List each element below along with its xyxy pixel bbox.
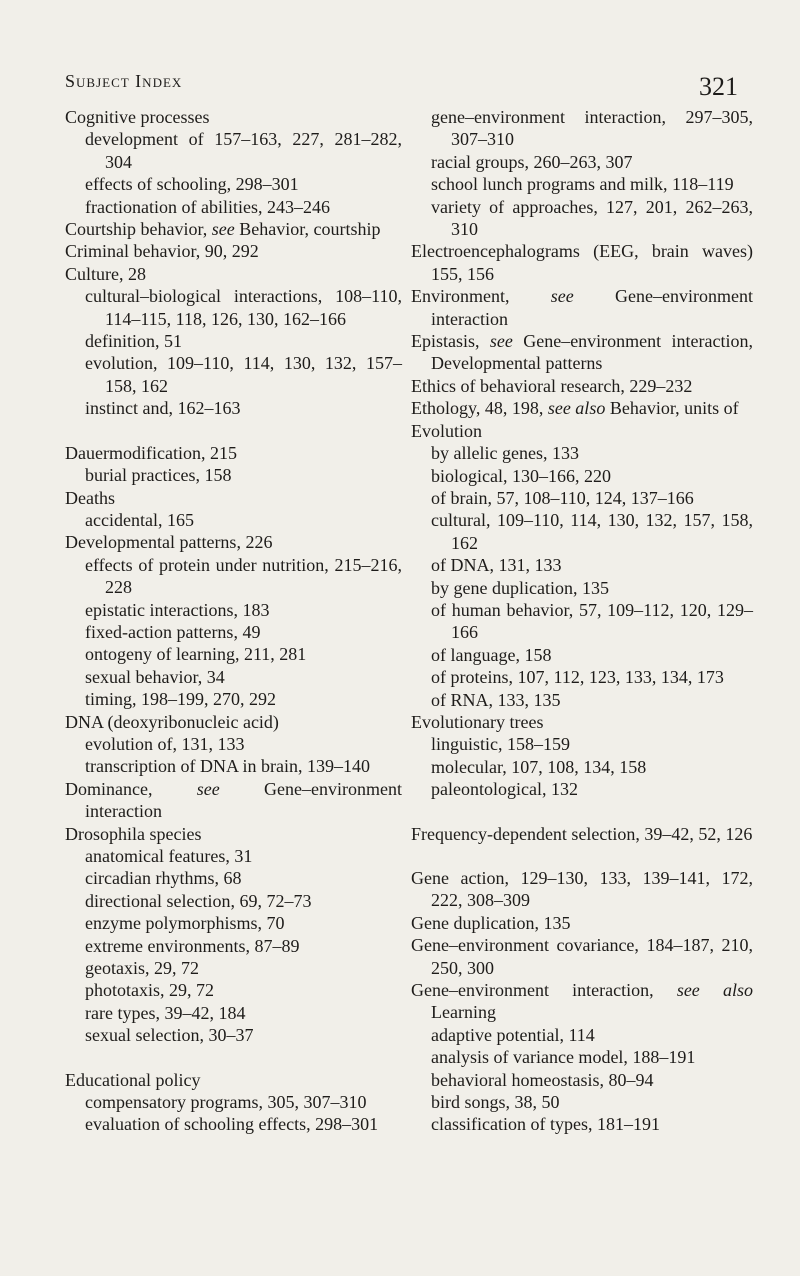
cross-reference-label: see [489, 331, 513, 352]
index-subentry: fixed-action patterns, 49 [85, 621, 261, 642]
index-entry [411, 979, 753, 1024]
index-subentry: rare types, 39–42, 184 [85, 1002, 246, 1023]
index-subentry: evaluation of schooling effects, 298–301 [85, 1114, 379, 1135]
index-subentry: linguistic, 158–159 [431, 734, 570, 755]
index-subentry: evolution of, 131, 133 [85, 733, 245, 754]
index-subentry: effects of protein under nutrition, 215–216, 228 [85, 554, 402, 598]
cross-reference-label: see [550, 286, 574, 307]
index-subentry: circadian rhythms, 68 [85, 868, 242, 889]
index-subentry: of brain, 57, 108–110, 124, 137–166 [431, 487, 694, 508]
index-column-right [411, 106, 753, 1136]
index-subentry: enzyme polymorphisms, 70 [85, 913, 285, 934]
index-entry [411, 330, 753, 375]
index-entry [411, 285, 753, 330]
cross-reference-label: see [196, 778, 220, 799]
index-entry [65, 218, 402, 240]
index-subentry: accidental, 165 [85, 509, 194, 530]
index-subentry: burial practices, 158 [85, 465, 232, 486]
cross-reference-label: see also [676, 980, 753, 1001]
index-subentry: definition, 51 [85, 331, 182, 352]
index-subentry: sexual selection, 30–37 [85, 1025, 254, 1046]
index-subentry: extreme environments, 87–89 [85, 935, 300, 956]
entry-text: Epistasis, [411, 331, 490, 352]
entry-text: Courtship behavior, [65, 219, 212, 240]
cross-reference-target: Behavior, units of [605, 398, 739, 419]
index-subentry: geotaxis, 29, 72 [85, 958, 199, 979]
index-subentry: racial groups, 260–263, 307 [431, 151, 633, 172]
cross-reference-target: Learning [431, 1002, 496, 1023]
index-subentry: by allelic genes, 133 [431, 443, 579, 464]
index-subentry: epistatic interactions, 183 [85, 599, 270, 620]
index-subentry: paleontological, 132 [431, 779, 578, 800]
index-entry: Dauermodification, 215 [65, 442, 237, 463]
index-subentry: timing, 198–199, 270, 292 [85, 689, 277, 710]
index-subentry: compensatory programs, 305, 307–310 [85, 1092, 367, 1113]
index-entry [411, 397, 753, 419]
index-entry: Cognitive processes [65, 107, 210, 127]
cross-reference-target: Behavior, courtship [234, 219, 381, 240]
index-subentry: instinct and, 162–163 [85, 398, 241, 419]
index-entry: Frequency-dependent selection, 39–42, 52, 126 [411, 823, 753, 844]
index-entry: Educational policy [65, 1069, 201, 1090]
index-subentry: of RNA, 133, 135 [431, 689, 561, 710]
index-column-left [65, 106, 402, 1136]
entry-text: Environment, [411, 286, 551, 307]
index-subentry: analysis of variance model, 188–191 [431, 1047, 696, 1068]
entry-text: Gene–environment interaction, [411, 980, 677, 1001]
entry-text: Ethology, 48, 198, [411, 398, 548, 419]
index-subentry: cultural–biological interactions, 108–110, 114–115, 118, 126, 130, 162–166 [85, 286, 402, 329]
index-subentry: bird songs, 38, 50 [431, 1092, 560, 1113]
index-entry [65, 778, 402, 823]
cross-reference-target: Gene–environment interaction [85, 778, 402, 822]
index-subentry: school lunch programs and milk, 118–119 [431, 174, 734, 195]
index-subentry: of DNA, 131, 133 [431, 555, 562, 576]
index-entry: Drosophila species [65, 823, 202, 844]
index-subentry: development of 157–163, 227, 281–282, 304 [85, 129, 402, 172]
index-subentry: behavioral homeostasis, 80–94 [431, 1069, 654, 1090]
index-entry: Culture, 28 [65, 263, 146, 284]
index-subentry: of proteins, 107, 112, 123, 133, 134, 173 [431, 667, 724, 688]
index-entry: Ethics of behavioral research, 229–232 [411, 375, 693, 396]
index-entry: Criminal behavior, 90, 292 [65, 241, 259, 262]
page-number: 321 [699, 72, 738, 101]
index-subentry: cultural, 109–110, 114, 130, 132, 157, 158, 162 [431, 510, 753, 553]
cross-reference-label: see [211, 219, 235, 240]
index-entry: DNA (deoxyribonucleic acid) [65, 711, 279, 732]
index-subentry: effects of schooling, 298–301 [85, 174, 299, 195]
index-subentry: of language, 158 [431, 644, 552, 665]
index-entry: Gene action, 129–130, 133, 139–141, 172, 222, 308–309 [411, 868, 753, 911]
running-head: Subject Index [65, 71, 183, 91]
index-entry: Deaths [65, 487, 115, 508]
index-subentry: gene–environment interaction, 297–305, 307–310 [431, 107, 753, 150]
index-subentry: anatomical features, 31 [85, 846, 253, 866]
index-subentry: of human behavior, 57, 109–112, 120, 129–166 [431, 599, 753, 643]
index-subentry: sexual behavior, 34 [85, 666, 225, 687]
index-subentry: variety of approaches, 127, 201, 262–263, 310 [431, 196, 753, 240]
index-entry: Gene duplication, 135 [411, 912, 571, 933]
index-subentry: molecular, 107, 108, 134, 158 [431, 756, 647, 777]
index-subentry: by gene duplication, 135 [431, 577, 609, 598]
index-subentry: directional selection, 69, 72–73 [85, 890, 312, 911]
entry-text: Dominance, [65, 778, 197, 799]
index-subentry: biological, 130–166, 220 [431, 465, 611, 486]
index-subentry: classification of types, 181–191 [431, 1114, 660, 1135]
cross-reference-label: see also [547, 398, 606, 419]
cross-reference-target: Gene–environment interaction [431, 286, 754, 329]
index-subentry: fractionation of abilities, 243–246 [85, 196, 330, 217]
index-subentry: transcription of DNA in brain, 139–140 [85, 756, 370, 777]
cross-reference-target: Gene–environment interaction, Developmental patterns [431, 331, 753, 374]
index-entry: Evolutionary trees [411, 711, 544, 732]
index-subentry: adaptive potential, 114 [431, 1024, 595, 1045]
index-subentry: ontogeny of learning, 211, 281 [85, 644, 307, 665]
index-entry: Gene–environment covariance, 184–187, 210, 250, 300 [411, 935, 753, 978]
index-subentry: phototaxis, 29, 72 [85, 980, 214, 1001]
index-entry: Developmental patterns, 226 [65, 532, 273, 553]
index-subentry: evolution, 109–110, 114, 130, 132, 157–158, 162 [85, 353, 402, 396]
index-entry: Evolution [411, 420, 482, 441]
index-entry: Electroencephalograms (EEG, brain waves) 155, 156 [411, 241, 753, 284]
